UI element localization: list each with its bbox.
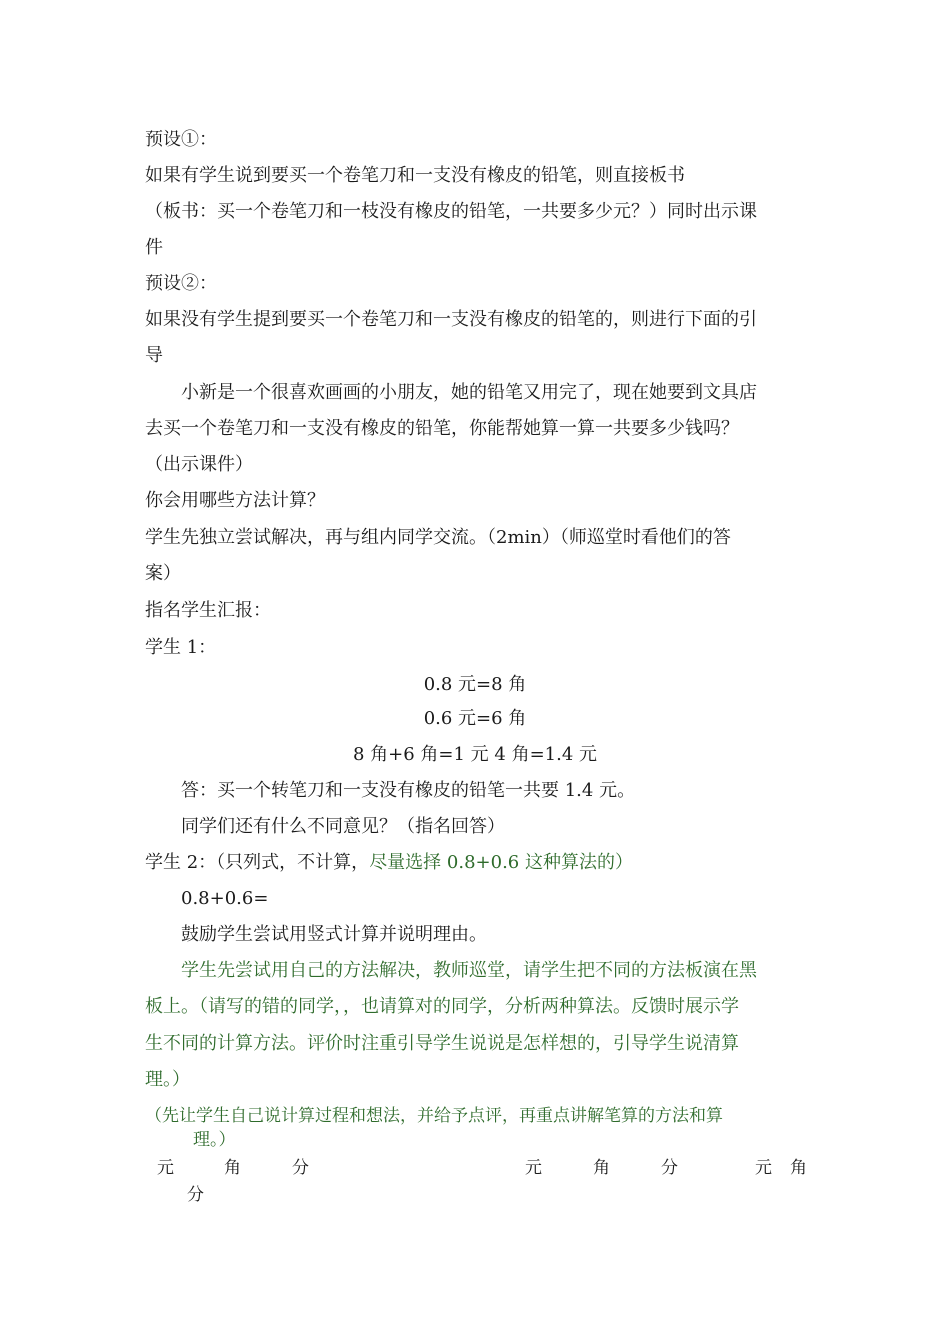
student2-green-note: 尽量选择 0.8+0.6 这种算法的） (369, 852, 633, 873)
green-line3: 生不同的计算方法。评价时注重引导学生说说是怎样想的，引导学生说清算 (145, 1033, 739, 1054)
student2-prefix: 学生 2：（只列式，不计算， (145, 852, 370, 873)
calc-line2: 0.6 元=6 角 (423, 708, 527, 729)
unit-yuan: 元 (755, 1158, 772, 1178)
story-line2: 去买一个卷笔刀和一支没有橡皮的铅笔，你能帮她算一算一共要多少钱吗？ (145, 418, 739, 439)
green-line4: 理。） (145, 1069, 190, 1090)
report-heading: 指名学生汇报： (145, 600, 271, 621)
unit-jiao: 角 (593, 1158, 610, 1178)
preset2-line2: 导 (145, 345, 163, 366)
preset2-title: 预设②： (145, 273, 217, 294)
green-line2: 板上。（请写的错的同学，，也请算对的同学，分析两种算法。反馈时展示学 (145, 996, 739, 1017)
show-courseware: （出示课件） (145, 454, 253, 475)
unit-yuan: 元 (525, 1158, 542, 1178)
encourage-line: 鼓励学生尝试用竖式计算并说明理由。 (181, 924, 487, 945)
preset1-title: 预设①： (145, 129, 217, 150)
answer-line: 答：买一个转笔刀和一支没有橡皮的铅笔一共要 1.4 元。 (181, 780, 636, 801)
student2-line (145, 851, 633, 875)
unit-fen: 分 (187, 1185, 204, 1205)
green-note-line1: （先让学生自己说计算过程和想法，并给予点评，再重点讲解笔算的方法和算 (145, 1106, 723, 1126)
preset2-line1: 如果没有学生提到要买一个卷笔刀和一支没有橡皮的铅笔的，则进行下面的引 (145, 309, 757, 330)
unit-yuan: 元 (157, 1158, 174, 1178)
unit-jiao: 角 (790, 1158, 807, 1178)
calc-line1: 0.8 元=8 角 (423, 674, 527, 695)
other-opinion: 同学们还有什么不同意见？（指名回答） (181, 816, 505, 837)
unit-jiao: 角 (224, 1158, 241, 1178)
try-line1: 学生先独立尝试解决，再与组内同学交流。（2min）（师巡堂时看他们的答 (145, 527, 731, 548)
preset1-line1: 如果有学生说到要买一个卷笔刀和一支没有橡皮的铅笔，则直接板书 (145, 165, 685, 186)
preset1-line3: 件 (145, 237, 163, 258)
try-line2: 案） (145, 563, 181, 584)
expression: 0.8+0.6= (181, 888, 269, 909)
student1-label: 学生 1： (145, 637, 217, 658)
unit-fen: 分 (661, 1158, 678, 1178)
story-line1: 小新是一个很喜欢画画的小朋友，她的铅笔又用完了，现在她要到文具店 (181, 382, 757, 403)
calc-line3: 8 角+6 角=1 元 4 角=1.4 元 (352, 744, 597, 765)
preset1-line2: （板书：买一个卷笔刀和一枝没有橡皮的铅笔，一共要多少元？）同时出示课 (145, 201, 757, 222)
green-line1: 学生先尝试用自己的方法解决，教师巡堂，请学生把不同的方法板演在黑 (181, 960, 757, 981)
unit-fen: 分 (292, 1158, 309, 1178)
ask-methods: 你会用哪些方法计算？ (145, 490, 325, 511)
green-note-line2: 理。） (193, 1130, 236, 1150)
